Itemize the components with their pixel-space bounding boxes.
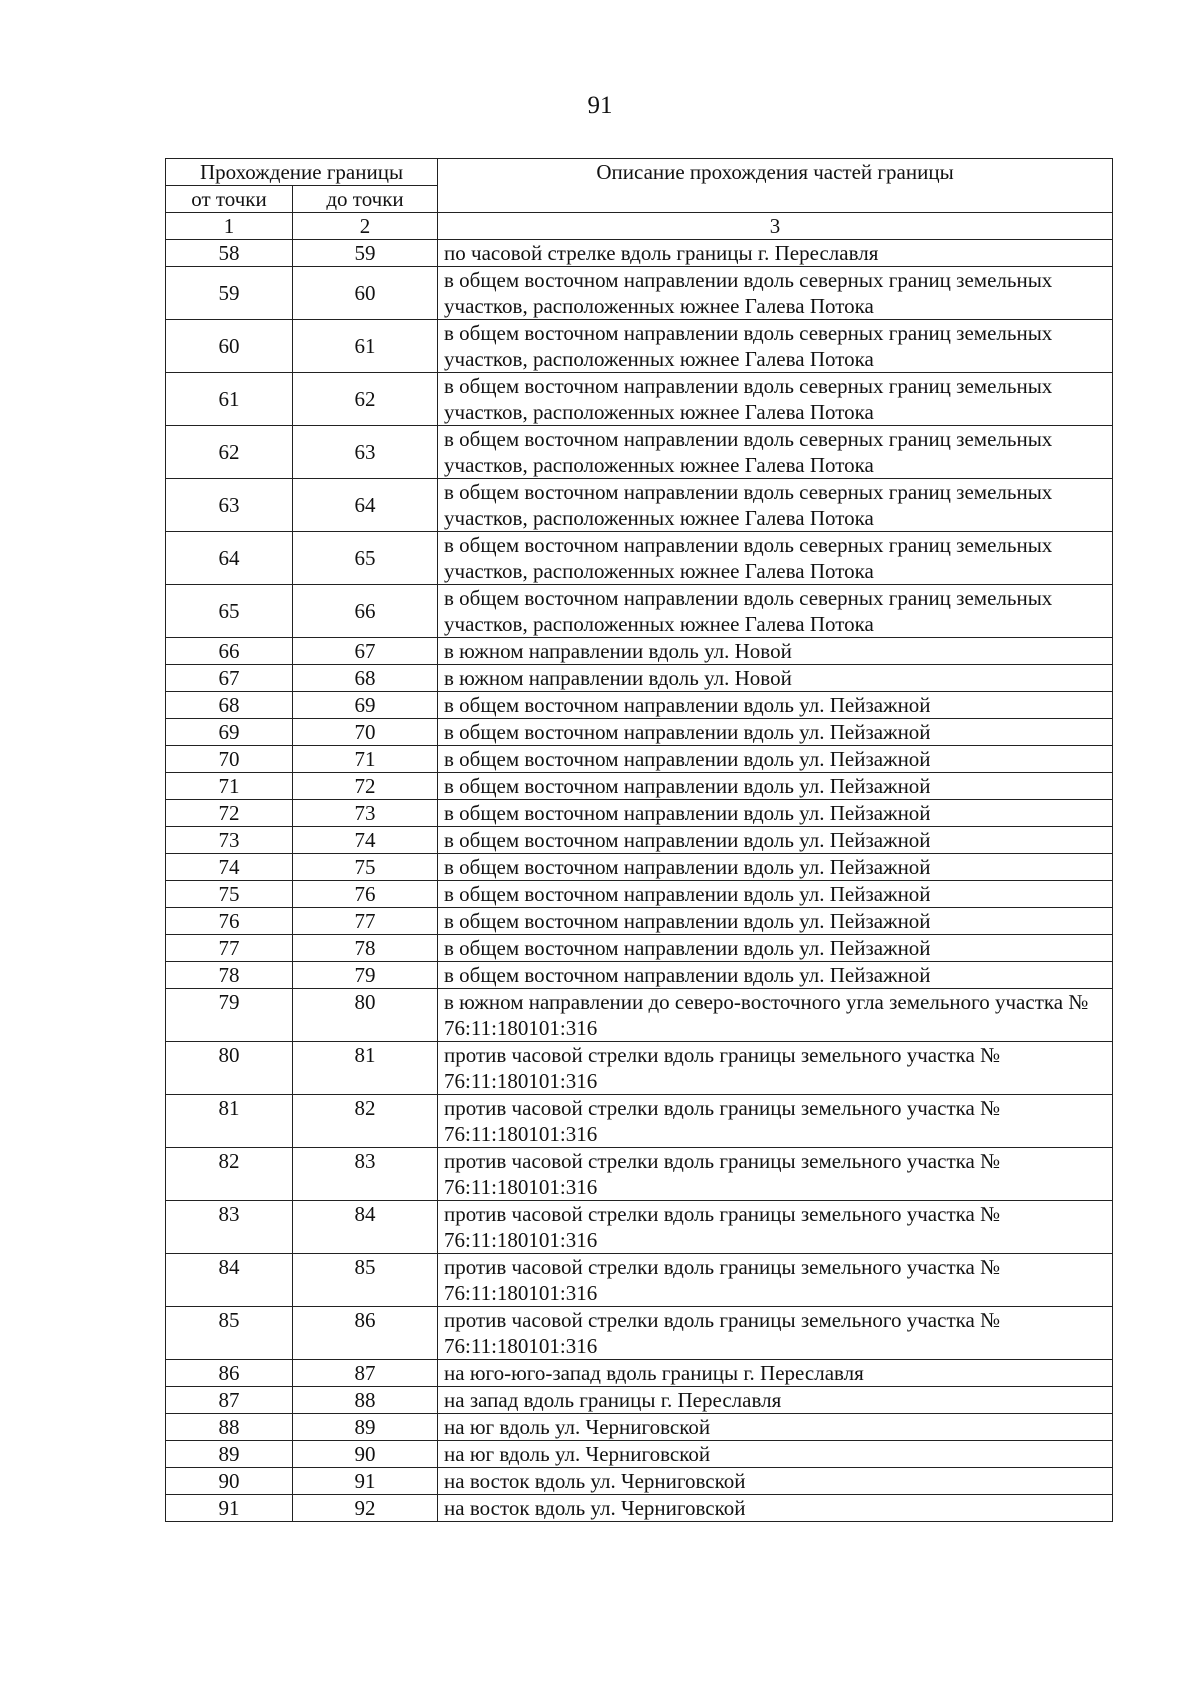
table-row xyxy=(166,1254,1113,1307)
from-point-cell: 71 xyxy=(166,773,293,800)
from-point-cell: 62 xyxy=(166,426,293,479)
table-row xyxy=(166,1148,1113,1201)
from-point-cell: 65 xyxy=(166,585,293,638)
from-point-cell: 67 xyxy=(166,665,293,692)
from-point-cell: 79 xyxy=(166,989,293,1042)
to-point-cell: 88 xyxy=(293,1387,438,1414)
description-cell: в общем восточном направлении вдоль северных границ земельных участков, расположенных южнее Галева Потока xyxy=(438,532,1113,585)
page-number: 91 xyxy=(587,92,613,119)
description-cell: против часовой стрелки вдоль границы земельного участка № 76:11:180101:316 xyxy=(438,1201,1113,1254)
from-point-cell: 58 xyxy=(166,240,293,267)
to-point-cell: 75 xyxy=(293,854,438,881)
description-cell: против часовой стрелки вдоль границы земельного участка № 76:11:180101:316 xyxy=(438,1254,1113,1307)
to-point-cell: 72 xyxy=(293,773,438,800)
table-row xyxy=(166,908,1113,935)
to-point-cell: 69 xyxy=(293,692,438,719)
description-cell: в общем восточном направлении вдоль ул. Пейзажной xyxy=(438,962,1113,989)
from-point-cell: 61 xyxy=(166,373,293,426)
description-cell: в общем восточном направлении вдоль ул. Пейзажной xyxy=(438,719,1113,746)
table-row xyxy=(166,719,1113,746)
description-cell: в общем восточном направлении вдоль северных границ земельных участков, расположенных южнее Галева Потока xyxy=(438,373,1113,426)
from-point-cell: 59 xyxy=(166,267,293,320)
table-row xyxy=(166,373,1113,426)
table-row xyxy=(166,773,1113,800)
from-point-cell: 68 xyxy=(166,692,293,719)
table-row xyxy=(166,935,1113,962)
to-point-cell: 79 xyxy=(293,962,438,989)
to-point-cell: 78 xyxy=(293,935,438,962)
table-row xyxy=(166,320,1113,373)
table-body xyxy=(166,240,1113,1522)
from-point-cell: 88 xyxy=(166,1414,293,1441)
table-row xyxy=(166,989,1113,1042)
to-point-cell: 87 xyxy=(293,1360,438,1387)
table-row xyxy=(166,854,1113,881)
to-point-cell: 73 xyxy=(293,800,438,827)
table-row xyxy=(166,240,1113,267)
to-point-cell: 68 xyxy=(293,665,438,692)
from-point-cell: 82 xyxy=(166,1148,293,1201)
table-header xyxy=(166,159,1113,240)
description-cell: на юго-юго-запад вдоль границы г. Переславля xyxy=(438,1360,1113,1387)
to-point-cell: 65 xyxy=(293,532,438,585)
description-cell: в общем восточном направлении вдоль ул. Пейзажной xyxy=(438,827,1113,854)
description-cell: на восток вдоль ул. Черниговской xyxy=(438,1468,1113,1495)
to-point-cell: 67 xyxy=(293,638,438,665)
description-cell: на восток вдоль ул. Черниговской xyxy=(438,1495,1113,1522)
description-cell: в общем восточном направлении вдоль ул. Пейзажной xyxy=(438,800,1113,827)
from-point-cell: 69 xyxy=(166,719,293,746)
from-point-cell: 81 xyxy=(166,1095,293,1148)
to-point-cell: 76 xyxy=(293,881,438,908)
table-row xyxy=(166,1201,1113,1254)
to-point-cell: 85 xyxy=(293,1254,438,1307)
to-point-cell: 60 xyxy=(293,267,438,320)
to-point-cell: 59 xyxy=(293,240,438,267)
table-row xyxy=(166,1307,1113,1360)
description-cell: в общем восточном направлении вдоль северных границ земельных участков, расположенных южнее Галева Потока xyxy=(438,479,1113,532)
to-point-cell: 80 xyxy=(293,989,438,1042)
from-point-cell: 70 xyxy=(166,746,293,773)
description-cell: в общем восточном направлении вдоль ул. Пейзажной xyxy=(438,881,1113,908)
table-row xyxy=(166,532,1113,585)
description-cell: на юг вдоль ул. Черниговской xyxy=(438,1414,1113,1441)
description-cell: в общем восточном направлении вдоль северных границ земельных участков, расположенных южнее Галева Потока xyxy=(438,426,1113,479)
description-cell: в южном направлении вдоль ул. Новой xyxy=(438,638,1113,665)
from-point-cell: 74 xyxy=(166,854,293,881)
to-point-cell: 61 xyxy=(293,320,438,373)
to-point-cell: 77 xyxy=(293,908,438,935)
description-cell: в общем восточном направлении вдоль северных границ земельных участков, расположенных южнее Галева Потока xyxy=(438,267,1113,320)
description-cell: в южном направлении вдоль ул. Новой xyxy=(438,665,1113,692)
description-cell: против часовой стрелки вдоль границы земельного участка № 76:11:180101:316 xyxy=(438,1307,1113,1360)
from-point-cell: 90 xyxy=(166,1468,293,1495)
description-cell: по часовой стрелке вдоль границы г. Переславля xyxy=(438,240,1113,267)
to-point-cell: 63 xyxy=(293,426,438,479)
to-point-cell: 83 xyxy=(293,1148,438,1201)
table-row xyxy=(166,1360,1113,1387)
to-point-cell: 81 xyxy=(293,1042,438,1095)
to-point-cell: 64 xyxy=(293,479,438,532)
from-point-cell: 78 xyxy=(166,962,293,989)
table-row xyxy=(166,881,1113,908)
header-description: Описание прохождения частей границы xyxy=(438,159,1113,213)
from-point-cell: 87 xyxy=(166,1387,293,1414)
header-to-point: до точки xyxy=(293,186,438,213)
description-cell: в общем восточном направлении вдоль ул. Пейзажной xyxy=(438,773,1113,800)
description-cell: против часовой стрелки вдоль границы земельного участка № 76:11:180101:316 xyxy=(438,1148,1113,1201)
to-point-cell: 82 xyxy=(293,1095,438,1148)
description-cell: в общем восточном направлении вдоль ул. Пейзажной xyxy=(438,935,1113,962)
to-point-cell: 90 xyxy=(293,1441,438,1468)
description-cell: против часовой стрелки вдоль границы земельного участка № 76:11:180101:316 xyxy=(438,1095,1113,1148)
to-point-cell: 66 xyxy=(293,585,438,638)
to-point-cell: 91 xyxy=(293,1468,438,1495)
table-row xyxy=(166,267,1113,320)
to-point-cell: 71 xyxy=(293,746,438,773)
description-cell: в общем восточном направлении вдоль ул. Пейзажной xyxy=(438,746,1113,773)
header-col-number-3: 3 xyxy=(438,213,1113,240)
table-row xyxy=(166,585,1113,638)
from-point-cell: 76 xyxy=(166,908,293,935)
table-row xyxy=(166,665,1113,692)
boundary-table xyxy=(165,158,1113,1522)
to-point-cell: 92 xyxy=(293,1495,438,1522)
table-row xyxy=(166,1468,1113,1495)
from-point-cell: 66 xyxy=(166,638,293,665)
description-cell: в общем восточном направлении вдоль ул. Пейзажной xyxy=(438,908,1113,935)
description-cell: на юг вдоль ул. Черниговской xyxy=(438,1441,1113,1468)
from-point-cell: 73 xyxy=(166,827,293,854)
from-point-cell: 86 xyxy=(166,1360,293,1387)
header-col-number-2: 2 xyxy=(293,213,438,240)
table-row xyxy=(166,692,1113,719)
table-row xyxy=(166,827,1113,854)
from-point-cell: 64 xyxy=(166,532,293,585)
from-point-cell: 89 xyxy=(166,1441,293,1468)
from-point-cell: 83 xyxy=(166,1201,293,1254)
from-point-cell: 63 xyxy=(166,479,293,532)
description-cell: в общем восточном направлении вдоль ул. Пейзажной xyxy=(438,692,1113,719)
header-boundary-passage: Прохождение границы xyxy=(166,159,438,186)
table-row xyxy=(166,1387,1113,1414)
header-col-number-1: 1 xyxy=(166,213,293,240)
table-row xyxy=(166,1414,1113,1441)
description-cell: на запад вдоль границы г. Переславля xyxy=(438,1387,1113,1414)
description-cell: в южном направлении до северо-восточного угла земельного участка № 76:11:180101:316 xyxy=(438,989,1113,1042)
to-point-cell: 84 xyxy=(293,1201,438,1254)
from-point-cell: 80 xyxy=(166,1042,293,1095)
from-point-cell: 60 xyxy=(166,320,293,373)
table-row xyxy=(166,1441,1113,1468)
table-row xyxy=(166,1095,1113,1148)
from-point-cell: 91 xyxy=(166,1495,293,1522)
from-point-cell: 72 xyxy=(166,800,293,827)
to-point-cell: 86 xyxy=(293,1307,438,1360)
from-point-cell: 84 xyxy=(166,1254,293,1307)
table-row xyxy=(166,638,1113,665)
description-cell: в общем восточном направлении вдоль северных границ земельных участков, расположенных южнее Галева Потока xyxy=(438,320,1113,373)
table-row xyxy=(166,1495,1113,1522)
header-from-point: от точки xyxy=(166,186,293,213)
table-row xyxy=(166,426,1113,479)
from-point-cell: 77 xyxy=(166,935,293,962)
from-point-cell: 75 xyxy=(166,881,293,908)
to-point-cell: 70 xyxy=(293,719,438,746)
table-row xyxy=(166,1042,1113,1095)
description-cell: в общем восточном направлении вдоль ул. Пейзажной xyxy=(438,854,1113,881)
table-row xyxy=(166,800,1113,827)
to-point-cell: 89 xyxy=(293,1414,438,1441)
table-row xyxy=(166,479,1113,532)
to-point-cell: 62 xyxy=(293,373,438,426)
table-row xyxy=(166,962,1113,989)
from-point-cell: 85 xyxy=(166,1307,293,1360)
to-point-cell: 74 xyxy=(293,827,438,854)
description-cell: против часовой стрелки вдоль границы земельного участка № 76:11:180101:316 xyxy=(438,1042,1113,1095)
table-row xyxy=(166,746,1113,773)
description-cell: в общем восточном направлении вдоль северных границ земельных участков, расположенных южнее Галева Потока xyxy=(438,585,1113,638)
